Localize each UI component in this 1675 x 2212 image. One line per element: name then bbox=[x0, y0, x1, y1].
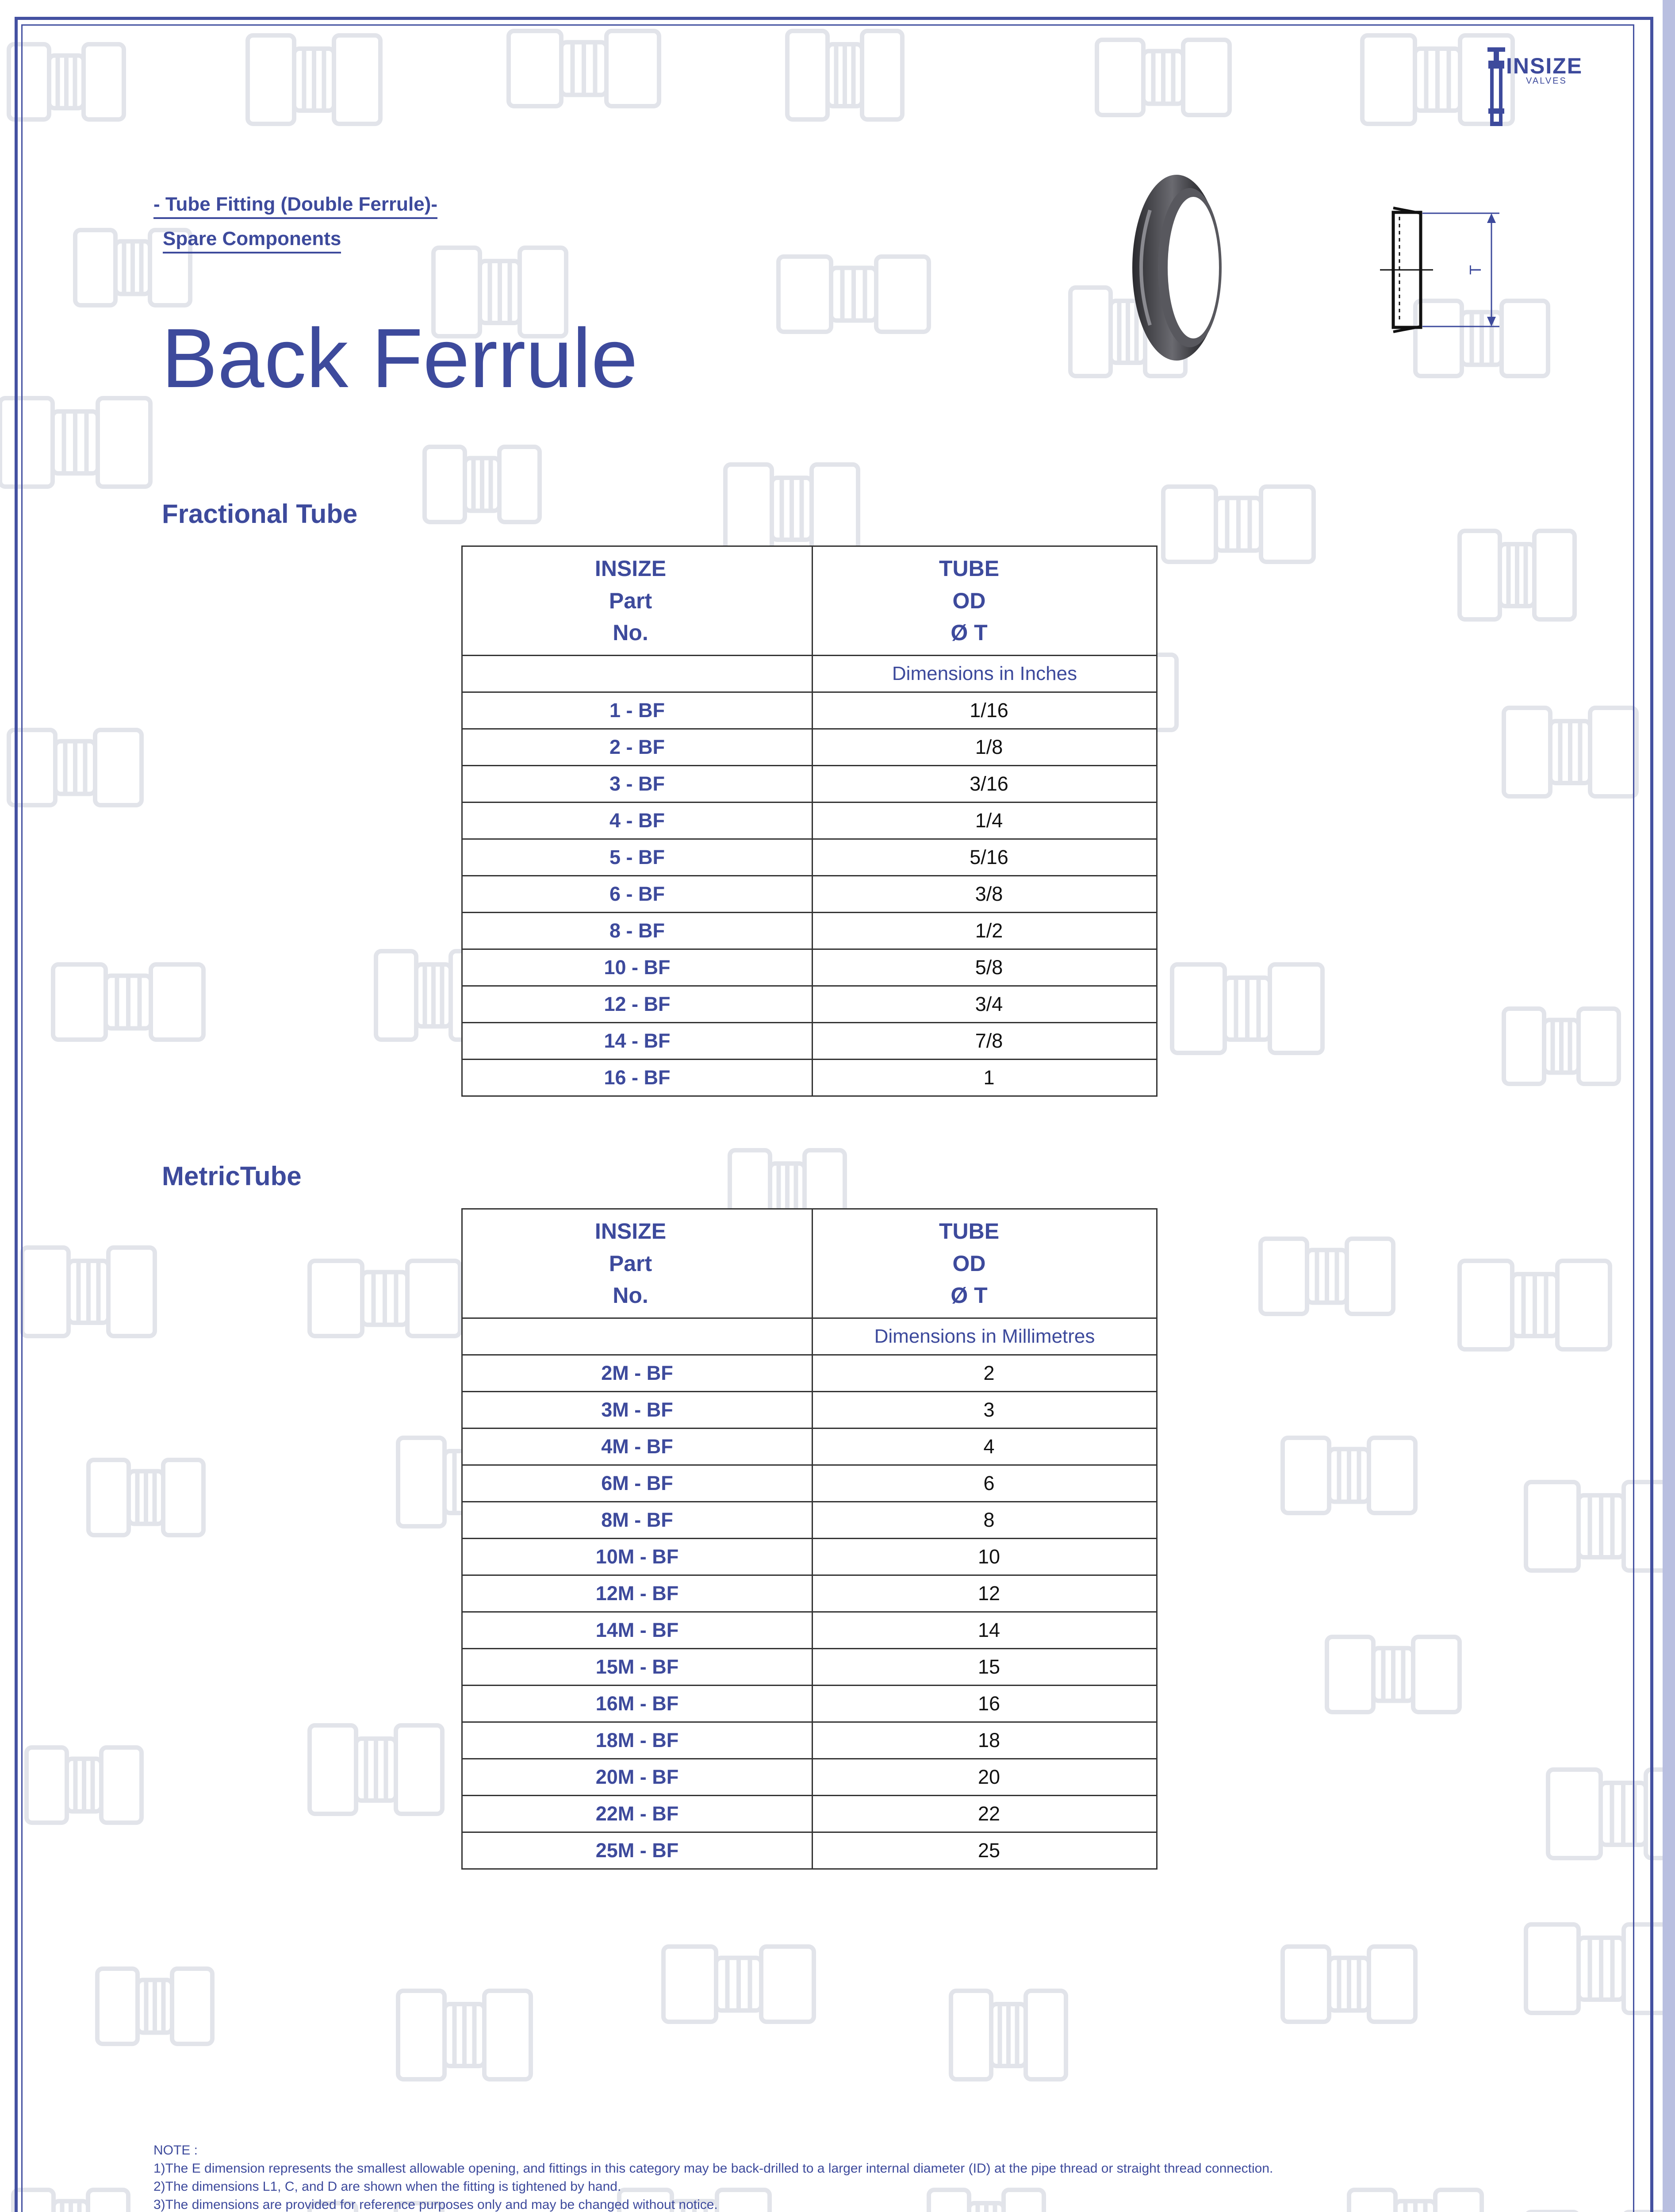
part-number: 22M - BF bbox=[595, 1802, 679, 1825]
tube-od-cell bbox=[813, 1832, 1157, 1869]
table-row bbox=[462, 986, 1157, 1023]
table-row bbox=[462, 1796, 1157, 1832]
table-row bbox=[462, 1612, 1157, 1649]
tube-od-value: 14 bbox=[977, 1619, 1000, 1641]
tube-od-cell bbox=[813, 1796, 1157, 1832]
part-number: 4M - BF bbox=[601, 1435, 673, 1458]
table-row bbox=[462, 1722, 1157, 1759]
edge-bar bbox=[1663, 0, 1675, 2212]
tube-od-value: 16 bbox=[977, 1692, 1000, 1715]
tube-od-cell bbox=[813, 1355, 1157, 1392]
tube-od-value: 1/4 bbox=[975, 809, 1003, 832]
tube-od-cell bbox=[813, 1575, 1157, 1612]
tube-od-value: 15 bbox=[977, 1655, 1000, 1678]
header-text: INSIZE bbox=[594, 1219, 667, 1244]
part-number-cell bbox=[462, 1502, 813, 1539]
header-text: INSIZE bbox=[594, 556, 667, 581]
part-number: 2M - BF bbox=[601, 1362, 673, 1384]
tube-od-cell bbox=[813, 1502, 1157, 1539]
tube-od-cell bbox=[813, 949, 1157, 986]
part-number: 1 - BF bbox=[609, 699, 665, 722]
part-number: 20M - BF bbox=[595, 1766, 679, 1788]
tube-od-value: 1/8 bbox=[975, 736, 1003, 758]
fractional-table bbox=[461, 545, 1158, 1097]
tube-od-cell bbox=[813, 1023, 1157, 1060]
part-number-cell bbox=[462, 1759, 813, 1796]
table-row bbox=[462, 1465, 1157, 1502]
units-cell bbox=[813, 1318, 1157, 1355]
tube-od-value: 22 bbox=[977, 1802, 1000, 1825]
tube-od-cell bbox=[813, 1060, 1157, 1096]
part-number: 14M - BF bbox=[595, 1619, 679, 1641]
part-number-cell bbox=[462, 1465, 813, 1502]
table-row bbox=[462, 803, 1157, 839]
table-row bbox=[462, 1429, 1157, 1465]
tube-od-value: 2 bbox=[983, 1362, 995, 1384]
tube-od-value: 3/16 bbox=[970, 772, 1008, 795]
table-row bbox=[462, 766, 1157, 803]
breadcrumb-category: - Tube Fitting (Double Ferrule)- bbox=[153, 193, 437, 219]
units-blank-cell bbox=[462, 1318, 813, 1355]
table-row bbox=[462, 1392, 1157, 1429]
units-text: Dimensions in Inches bbox=[892, 663, 1077, 684]
logo-text: INSIZE bbox=[1506, 54, 1583, 78]
tube-od-value: 7/8 bbox=[975, 1029, 1003, 1052]
table-row bbox=[462, 1832, 1157, 1869]
header-part-number bbox=[462, 546, 813, 656]
tube-od-value: 12 bbox=[977, 1582, 1000, 1605]
tube-od-value: 4 bbox=[983, 1435, 995, 1458]
tube-od-value: 1/16 bbox=[970, 699, 1008, 722]
tube-od-cell bbox=[813, 1759, 1157, 1796]
units-row bbox=[462, 1318, 1157, 1355]
part-number-cell bbox=[462, 1429, 813, 1465]
header-tube-od bbox=[813, 1209, 1157, 1318]
part-number-cell bbox=[462, 913, 813, 949]
part-number-cell bbox=[462, 1539, 813, 1575]
tube-od-value: 3/8 bbox=[975, 883, 1003, 905]
part-number-cell bbox=[462, 803, 813, 839]
table-row bbox=[462, 1539, 1157, 1575]
dimension-label-t: T bbox=[1466, 265, 1484, 275]
breadcrumb-subcategory: Spare Components bbox=[163, 228, 341, 253]
table-header-row bbox=[462, 1209, 1157, 1318]
table-row bbox=[462, 876, 1157, 913]
table-row bbox=[462, 839, 1157, 876]
tube-od-value: 1 bbox=[983, 1066, 995, 1089]
header-text: No. bbox=[613, 1283, 648, 1308]
tube-od-value: 1/2 bbox=[975, 919, 1003, 942]
fractional-heading: Fractional Tube bbox=[162, 499, 358, 529]
tube-od-value: 3/4 bbox=[975, 993, 1003, 1015]
part-number-cell bbox=[462, 1355, 813, 1392]
part-number: 14 - BF bbox=[604, 1029, 671, 1052]
tube-od-cell bbox=[813, 986, 1157, 1023]
tube-od-cell bbox=[813, 692, 1157, 729]
header-text: No. bbox=[613, 620, 648, 645]
header-text: Part bbox=[609, 1251, 652, 1276]
tube-od-value: 18 bbox=[977, 1729, 1000, 1751]
header-text: OD bbox=[952, 1251, 986, 1276]
notes-block bbox=[153, 2141, 1273, 2212]
table-row bbox=[462, 1355, 1157, 1392]
table-row bbox=[462, 729, 1157, 766]
tube-od-value: 5/8 bbox=[975, 956, 1003, 979]
table-row bbox=[462, 692, 1157, 729]
part-number-cell bbox=[462, 1832, 813, 1869]
part-number-cell bbox=[462, 876, 813, 913]
part-number: 5 - BF bbox=[609, 846, 665, 868]
tube-od-cell bbox=[813, 1649, 1157, 1686]
part-number-cell bbox=[462, 949, 813, 986]
tube-od-value: 25 bbox=[977, 1839, 1000, 1862]
header-part-number bbox=[462, 1209, 813, 1318]
tube-od-cell bbox=[813, 1686, 1157, 1722]
tube-od-cell bbox=[813, 803, 1157, 839]
notes-label: NOTE : bbox=[153, 2143, 198, 2158]
part-number-cell bbox=[462, 1649, 813, 1686]
tube-od-cell bbox=[813, 766, 1157, 803]
ferrule-image bbox=[1123, 170, 1230, 365]
table-header-row bbox=[462, 546, 1157, 656]
tube-od-cell bbox=[813, 1612, 1157, 1649]
units-row bbox=[462, 656, 1157, 692]
tube-od-cell bbox=[813, 1465, 1157, 1502]
part-number-cell bbox=[462, 1023, 813, 1060]
part-number-cell bbox=[462, 692, 813, 729]
units-cell bbox=[813, 656, 1157, 692]
header-text: Ø T bbox=[951, 1283, 988, 1308]
part-number: 8 - BF bbox=[609, 919, 665, 942]
part-number: 10 - BF bbox=[604, 956, 671, 979]
part-number-cell bbox=[462, 1575, 813, 1612]
part-number: 3 - BF bbox=[609, 772, 665, 795]
table-row bbox=[462, 949, 1157, 986]
table-row bbox=[462, 1023, 1157, 1060]
table-row bbox=[462, 1575, 1157, 1612]
units-blank-cell bbox=[462, 656, 813, 692]
tube-od-cell bbox=[813, 913, 1157, 949]
tube-od-value: 6 bbox=[983, 1472, 995, 1494]
tube-od-cell bbox=[813, 1539, 1157, 1575]
tube-od-value: 10 bbox=[977, 1545, 1000, 1568]
header-text: Ø T bbox=[951, 620, 988, 645]
tube-od-cell bbox=[813, 839, 1157, 876]
header-tube-od bbox=[813, 546, 1157, 656]
note-item: 3)The dimensions are provided for reference purposes only and may be changed without notice. bbox=[153, 2197, 718, 2212]
tube-od-cell bbox=[813, 1429, 1157, 1465]
table-row bbox=[462, 1649, 1157, 1686]
part-number: 12 - BF bbox=[604, 993, 671, 1015]
page-title: Back Ferrule bbox=[161, 311, 638, 405]
header-text: OD bbox=[952, 588, 986, 613]
part-number-cell bbox=[462, 1796, 813, 1832]
part-number: 3M - BF bbox=[601, 1398, 673, 1421]
units-text: Dimensions in Millimetres bbox=[874, 1325, 1095, 1347]
part-number-cell bbox=[462, 1392, 813, 1429]
ferrule-dimension-drawing bbox=[1380, 204, 1522, 336]
header-text: TUBE bbox=[939, 1219, 1000, 1244]
part-number: 8M - BF bbox=[601, 1509, 673, 1531]
part-number-cell bbox=[462, 1686, 813, 1722]
table-row bbox=[462, 1686, 1157, 1722]
tube-od-value: 3 bbox=[983, 1398, 995, 1421]
note-item: 1)The E dimension represents the smallest allowable opening, and fittings in this category may be back-drilled to a larger internal diameter (ID) at the pipe thread or straight thread connection. bbox=[153, 2161, 1273, 2176]
part-number-cell bbox=[462, 1722, 813, 1759]
part-number: 25M - BF bbox=[595, 1839, 679, 1862]
part-number: 4 - BF bbox=[609, 809, 665, 832]
tube-od-cell bbox=[813, 1392, 1157, 1429]
tube-od-value: 8 bbox=[983, 1509, 995, 1531]
tube-od-cell bbox=[813, 729, 1157, 766]
tube-od-cell bbox=[813, 1722, 1157, 1759]
metric-heading: MetricTube bbox=[162, 1161, 302, 1191]
metric-table bbox=[461, 1208, 1158, 1870]
part-number-cell bbox=[462, 986, 813, 1023]
table-row bbox=[462, 913, 1157, 949]
part-number-cell bbox=[462, 1060, 813, 1096]
part-number: 16 - BF bbox=[604, 1066, 671, 1089]
tube-od-cell bbox=[813, 876, 1157, 913]
table-row bbox=[462, 1060, 1157, 1096]
header-text: Part bbox=[609, 588, 652, 613]
header-text: TUBE bbox=[939, 556, 1000, 581]
tube-od-value: 5/16 bbox=[970, 846, 1008, 868]
note-item: 2)The dimensions L1, C, and D are shown when the fitting is tightened by hand. bbox=[153, 2179, 621, 2194]
part-number: 16M - BF bbox=[595, 1692, 679, 1715]
table-row bbox=[462, 1759, 1157, 1796]
part-number: 15M - BF bbox=[595, 1655, 679, 1678]
part-number: 6 - BF bbox=[609, 883, 665, 905]
table-row bbox=[462, 1502, 1157, 1539]
part-number: 18M - BF bbox=[595, 1729, 679, 1751]
part-number-cell bbox=[462, 766, 813, 803]
part-number: 12M - BF bbox=[595, 1582, 679, 1605]
part-number: 6M - BF bbox=[601, 1472, 673, 1494]
part-number: 10M - BF bbox=[595, 1545, 679, 1568]
tube-od-value: 20 bbox=[977, 1766, 1000, 1788]
logo-subtext: VALVES bbox=[1526, 76, 1567, 86]
part-number-cell bbox=[462, 839, 813, 876]
part-number: 2 - BF bbox=[609, 736, 665, 758]
part-number-cell bbox=[462, 1612, 813, 1649]
part-number-cell bbox=[462, 729, 813, 766]
